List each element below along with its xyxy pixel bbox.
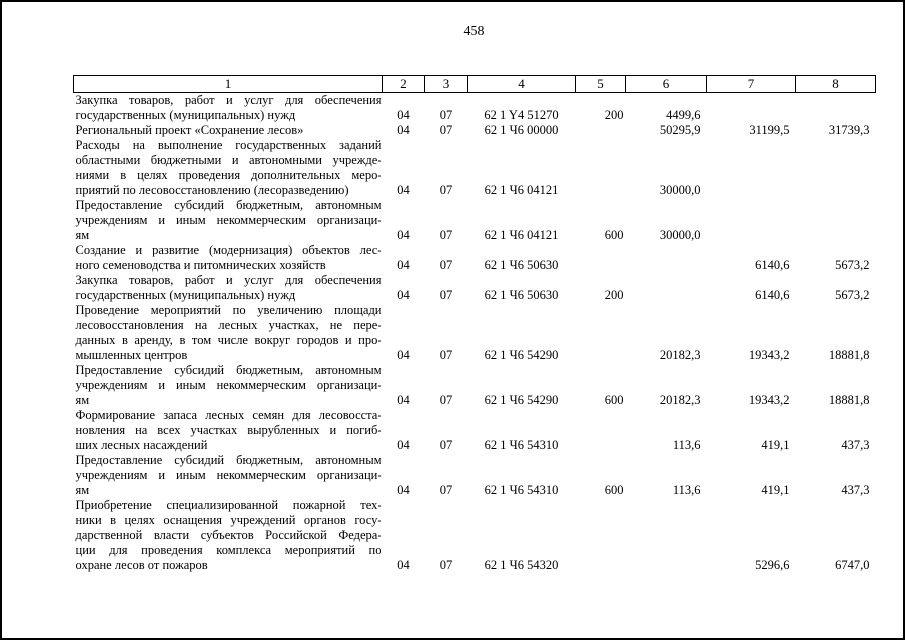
cell-description (74, 363, 383, 408)
cell-podrazdel: 07 (439, 258, 453, 272)
description-line: Предоставление субсидий бюджетным, автономным (75, 198, 382, 212)
cell-target-article: 62 1 Ч6 54310 (484, 438, 559, 452)
cell-podrazdel: 07 (439, 108, 453, 122)
cell-amount-year3 (796, 93, 876, 124)
cell-description (74, 123, 383, 138)
cell-amount-year3: 437,3 (841, 483, 870, 497)
cell-amount-year1: 4499,6 (666, 108, 701, 122)
cell-amount-year1 (626, 243, 707, 273)
cell-expense-type (576, 123, 626, 138)
cell-razdel: 04 (397, 258, 410, 272)
cell-amount-year1: 30000,0 (659, 228, 701, 242)
cell-target-article: 62 1 Y4 51270 (484, 108, 559, 122)
description-line: ших лесных насаждений (75, 438, 208, 452)
description-line: мышленных центров (75, 348, 188, 362)
table-row (74, 198, 876, 243)
cell-podrazdel: 07 (439, 123, 453, 137)
table-row (74, 93, 876, 124)
column-header: 3 (425, 76, 468, 93)
description-line: данных в аренду, в том числе вокруг городов и про- (75, 333, 382, 347)
cell-amount-year2: 19343,2 (748, 348, 790, 362)
cell-razdel: 04 (397, 123, 410, 137)
cell-razdel: 04 (397, 183, 410, 197)
cell-description (74, 138, 383, 198)
cell-target-article: 62 1 Ч6 50630 (484, 288, 559, 302)
column-header: 5 (576, 76, 626, 93)
cell-amount-year3: 437,3 (841, 438, 870, 452)
description-line: приятий по лесовосстановлению (лесоразведению) (75, 183, 349, 197)
cell-target-article: 62 1 Ч6 54320 (484, 558, 559, 572)
description-line: государственных (муниципальных) нужд (75, 108, 296, 122)
cell-amount-year2: 5296,6 (755, 558, 790, 572)
cell-amount-year2: 6140,6 (755, 288, 790, 302)
description-line: областными бюджетными и автономными учрежде- (75, 153, 382, 167)
table-row (74, 138, 876, 198)
cell-razdel: 04 (397, 108, 410, 122)
cell-amount-year2: 6140,6 (755, 258, 790, 272)
cell-target-article: 62 1 Ч6 50630 (484, 258, 559, 272)
cell-podrazdel: 07 (439, 228, 453, 242)
column-header: 6 (626, 76, 707, 93)
table-row (74, 303, 876, 363)
description-line: ниями в целях проведения дополнительных меро- (75, 168, 382, 182)
cell-podrazdel: 07 (439, 348, 453, 362)
table-header (74, 76, 876, 93)
cell-amount-year1: 113,6 (672, 483, 701, 497)
description-line: ям (75, 393, 90, 407)
cell-amount-year2: 31199,5 (749, 123, 790, 137)
table-row (74, 363, 876, 408)
cell-amount-year3: 18881,8 (828, 393, 870, 407)
cell-description (74, 198, 383, 243)
cell-amount-year2: 419,1 (761, 438, 790, 452)
cell-razdel: 04 (397, 288, 410, 302)
table-row (74, 498, 876, 573)
description-line: Приобретение специализированной пожарной тех- (75, 498, 382, 512)
cell-expense-type: 600 (604, 393, 624, 407)
description-line: учреждениям и иным некоммерческим организаци- (75, 213, 382, 227)
cell-description (74, 243, 383, 273)
table-row (74, 273, 876, 303)
page-number: 458 (463, 24, 485, 39)
cell-amount-year2 (707, 138, 796, 198)
column-header: 1 (74, 76, 383, 93)
cell-razdel: 04 (397, 348, 410, 362)
table-body (74, 93, 876, 574)
cell-podrazdel: 07 (439, 483, 453, 497)
cell-amount-year1: 20182,3 (659, 348, 701, 362)
cell-target-article: 62 1 Ч6 04121 (484, 228, 559, 242)
cell-description (74, 303, 383, 363)
cell-amount-year1: 50295,9 (659, 123, 701, 137)
description-line: Расходы на выполнение государственных заданий (75, 138, 382, 152)
cell-amount-year2: 19343,2 (748, 393, 790, 407)
description-line: учреждениям и иным некоммерческим организаци- (75, 468, 382, 482)
column-header: 8 (796, 76, 876, 93)
cell-amount-year3: 31739,3 (828, 123, 870, 137)
table-row (74, 453, 876, 498)
cell-target-article: 62 1 Ч6 54290 (484, 348, 559, 362)
column-header: 7 (707, 76, 796, 93)
description-line: Региональный проект «Сохранение лесов» (75, 123, 304, 137)
description-line: Предоставление субсидий бюджетным, автономным (75, 363, 382, 377)
description-line: ники в целях оснащения учреждений органов госу- (75, 513, 382, 527)
cell-amount-year3: 18881,8 (828, 348, 870, 362)
cell-description (74, 408, 383, 453)
cell-amount-year3 (796, 138, 876, 198)
column-header: 4 (468, 76, 576, 93)
cell-podrazdel: 07 (439, 288, 453, 302)
cell-podrazdel: 07 (439, 183, 453, 197)
description-line: лесовосстановления на лесных участках, не пере- (75, 318, 382, 332)
column-header: 2 (383, 76, 425, 93)
cell-target-article: 62 1 Ч6 54310 (484, 483, 559, 497)
cell-description (74, 93, 383, 124)
description-line: ного семеноводства и питомнических хозяйств (75, 258, 326, 272)
description-line: ции для проведения комплекса мероприятий по (75, 543, 382, 557)
budget-table (73, 75, 876, 573)
cell-description (74, 453, 383, 498)
table-row (74, 408, 876, 453)
cell-amount-year1 (626, 498, 707, 573)
cell-amount-year3 (796, 198, 876, 243)
cell-target-article: 62 1 Ч6 54290 (484, 393, 559, 407)
description-line: охране лесов от пожаров (75, 558, 208, 572)
cell-amount-year1: 113,6 (672, 438, 701, 452)
cell-amount-year2 (707, 93, 796, 124)
table-row (74, 123, 876, 138)
cell-expense-type: 600 (604, 483, 624, 497)
cell-razdel: 04 (397, 393, 410, 407)
cell-expense-type: 200 (604, 108, 624, 122)
description-line: Проведение мероприятий по увеличению площади (75, 303, 382, 317)
cell-amount-year1: 30000,0 (659, 183, 701, 197)
table-row (74, 243, 876, 273)
cell-podrazdel: 07 (439, 558, 453, 572)
cell-description (74, 498, 383, 573)
cell-expense-type (576, 138, 626, 198)
cell-target-article: 62 1 Ч6 00000 (484, 123, 559, 137)
cell-amount-year2: 419,1 (761, 483, 790, 497)
cell-razdel: 04 (397, 558, 410, 572)
description-line: Создание и развитие (модернизация) объектов лес- (75, 243, 382, 257)
description-line: учреждениям и иным некоммерческим организаци- (75, 378, 382, 392)
header-row (74, 76, 876, 93)
description-line: ям (75, 483, 90, 497)
cell-expense-type: 200 (604, 288, 624, 302)
cell-razdel: 04 (397, 438, 410, 452)
cell-expense-type (576, 498, 626, 573)
description-line: государственных (муниципальных) нужд (75, 288, 296, 302)
cell-expense-type (576, 243, 626, 273)
cell-expense-type (576, 303, 626, 363)
description-line: Закупка товаров, работ и услуг для обеспечения (75, 93, 382, 107)
cell-amount-year1: 20182,3 (659, 393, 701, 407)
cell-amount-year1 (626, 273, 707, 303)
description-line: Закупка товаров, работ и услуг для обеспечения (75, 273, 382, 287)
cell-expense-type (576, 408, 626, 453)
cell-razdel: 04 (397, 228, 410, 242)
cell-expense-type: 600 (604, 228, 624, 242)
description-line: Формирование запаса лесных семян для лесовосста- (75, 408, 382, 422)
cell-amount-year3: 5673,2 (835, 288, 870, 302)
cell-target-article: 62 1 Ч6 04121 (484, 183, 559, 197)
cell-description (74, 273, 383, 303)
description-line: ям (75, 228, 90, 242)
cell-podrazdel: 07 (439, 393, 453, 407)
cell-amount-year3: 5673,2 (835, 258, 870, 272)
cell-amount-year3: 6747,0 (835, 558, 870, 572)
description-line: дарственной власти субъектов Российской Федера- (75, 528, 382, 542)
cell-amount-year2 (707, 198, 796, 243)
cell-podrazdel: 07 (439, 438, 453, 452)
description-line: новления на всех участках вырубленных и погиб- (75, 423, 382, 437)
cell-razdel: 04 (397, 483, 410, 497)
description-line: Предоставление субсидий бюджетным, автономным (75, 453, 382, 467)
